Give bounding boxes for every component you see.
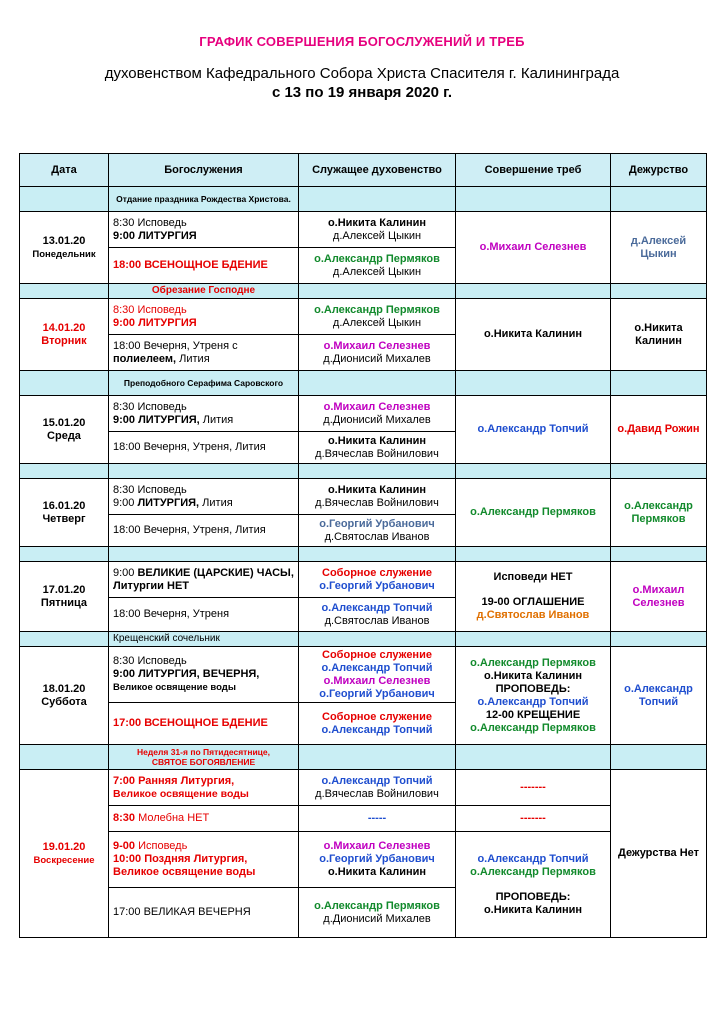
service-line: 8:30 Исповедь bbox=[113, 655, 187, 667]
clergy-name: о.Георгий Урбанович bbox=[319, 579, 435, 592]
rites-line: ПРОПОВЕДЬ: bbox=[495, 890, 571, 903]
service-line: 10:00 Поздняя Литургия, bbox=[113, 853, 248, 865]
date-cell bbox=[20, 396, 109, 464]
clergy-name: о.Никита Калинин bbox=[327, 483, 427, 496]
subtitle-text: духовенством Кафедрального Собора Христа Спасителя г. Калининграда bbox=[104, 65, 620, 82]
duty-cell: о.Александр Топчий bbox=[611, 647, 707, 745]
feast-row bbox=[20, 187, 707, 212]
clergy-name: Соборное служение bbox=[322, 648, 432, 661]
clergy-cell bbox=[299, 479, 456, 515]
duty-cell: о.Никита Калинин bbox=[611, 299, 707, 371]
clergy-cell bbox=[299, 770, 456, 806]
feast-label: Преподобного Серафима Саровского bbox=[109, 371, 299, 396]
feast-row bbox=[20, 464, 707, 479]
rites-line: ПРОПОВЕДЬ: bbox=[495, 682, 571, 695]
service-line: 8:30 Исповедь bbox=[113, 216, 187, 229]
duty-cell: о.Александр Пермяков bbox=[611, 479, 707, 547]
rites-line: д.Святослав Иванов bbox=[476, 609, 590, 621]
clergy-cell bbox=[299, 888, 456, 938]
clergy-name: о.Александр Топчий bbox=[321, 774, 433, 787]
table-row bbox=[20, 396, 707, 432]
service-line: 9-00 bbox=[113, 840, 136, 852]
service-cell bbox=[109, 212, 299, 248]
feast-label: Крещенский сочельник bbox=[109, 632, 299, 647]
service-cell: 18:00 Вечерня, Утреня bbox=[109, 598, 299, 632]
header-rites: Совершение треб bbox=[456, 154, 611, 187]
feast-line: СВЯТОЕ БОГОЯВЛЕНИЕ bbox=[151, 757, 256, 767]
date-cell bbox=[20, 212, 109, 284]
clergy-name: о.Михаил Селезнев bbox=[323, 400, 431, 413]
rites-cell: ------- bbox=[456, 770, 611, 806]
clergy-cell bbox=[299, 832, 456, 888]
service-cell bbox=[109, 647, 299, 703]
rites-line: Исповеди НЕТ bbox=[493, 571, 573, 583]
rites-line: о.Никита Калинин bbox=[483, 669, 583, 682]
date-value: 14.01.20 bbox=[42, 321, 86, 334]
clergy-name: д.Дионисий Михалев bbox=[323, 413, 431, 426]
clergy-cell: ----- bbox=[299, 806, 456, 832]
rites-line: о.Никита Калинин bbox=[483, 903, 583, 916]
weekday: Вторник bbox=[41, 334, 87, 347]
table-row bbox=[20, 212, 707, 248]
header-date: Дата bbox=[20, 154, 109, 187]
feast-row bbox=[20, 547, 707, 562]
service-line: 9:00 ЛИТУРГИЯ, ВЕЧЕРНЯ, bbox=[113, 668, 260, 680]
rites-cell: о.Александр Топчий bbox=[456, 396, 611, 464]
table-row bbox=[20, 562, 707, 598]
date-cell bbox=[20, 770, 109, 938]
clergy-name: Соборное служение bbox=[322, 566, 432, 579]
period-text: с 13 по 19 января 2020 г. bbox=[271, 84, 453, 101]
clergy-cell bbox=[299, 299, 456, 335]
clergy-name: д.Вячеслав Войнилович bbox=[315, 787, 439, 800]
service-cell: 18:00 Вечерня, Утреня, Лития bbox=[109, 432, 299, 464]
service-cell: 18:00 ВСЕНОЩНОЕ БДЕНИЕ bbox=[109, 248, 299, 284]
clergy-name: д.Вячеслав Войнилович bbox=[315, 447, 439, 460]
weekday: Среда bbox=[47, 429, 81, 442]
service-cell bbox=[109, 832, 299, 888]
feast-row bbox=[20, 632, 707, 647]
rites-cell bbox=[456, 647, 611, 745]
service-line: 9:00 bbox=[113, 566, 138, 579]
service-line: Лития bbox=[199, 496, 233, 509]
clergy-cell bbox=[299, 598, 456, 632]
clergy-cell bbox=[299, 248, 456, 284]
weekday: Четверг bbox=[42, 512, 86, 525]
rites-line: о.Александр Пермяков bbox=[470, 656, 596, 669]
service-line: ЛИТУРГИЯ, bbox=[137, 496, 200, 509]
weekday: Воскресение bbox=[33, 854, 95, 866]
rites-cell bbox=[456, 832, 611, 938]
rites-cell: о.Никита Калинин bbox=[456, 299, 611, 371]
service-line: 9:00 ЛИТУРГИЯ, bbox=[113, 413, 200, 426]
duty-cell: д.Алексей Цыкин bbox=[611, 212, 707, 284]
service-line: 8:30 Исповедь bbox=[113, 400, 187, 413]
weekday: Суббота bbox=[41, 695, 87, 708]
clergy-name: д.Святослав Иванов bbox=[324, 530, 430, 543]
clergy-name: о.Александр Пермяков bbox=[314, 252, 440, 265]
table-row bbox=[20, 770, 707, 806]
clergy-name: Соборное служение bbox=[322, 710, 432, 723]
rites-cell bbox=[456, 562, 611, 632]
clergy-cell bbox=[299, 562, 456, 598]
rites-line: о.Александр Пермяков bbox=[470, 721, 596, 734]
clergy-cell bbox=[299, 335, 456, 371]
duty-cell: о.Михаил Селезнев bbox=[611, 562, 707, 632]
service-cell bbox=[109, 299, 299, 335]
date-cell bbox=[20, 299, 109, 371]
clergy-name: о.Георгий Урбанович bbox=[319, 687, 435, 700]
service-cell bbox=[109, 396, 299, 432]
rites-line: 12-00 КРЕЩЕНИЕ bbox=[485, 708, 581, 721]
clergy-name: д.Алексей Цыкин bbox=[332, 316, 422, 329]
feast-row bbox=[20, 371, 707, 396]
service-line: 8:30 bbox=[113, 812, 136, 824]
service-cell bbox=[109, 806, 299, 832]
service-cell bbox=[109, 562, 299, 598]
page-subtitle bbox=[0, 64, 724, 102]
weekday: Понедельник bbox=[32, 248, 96, 260]
service-line: Великое освящение воды bbox=[113, 682, 236, 693]
clergy-cell bbox=[299, 703, 456, 745]
clergy-name: о.Александр Топчий bbox=[321, 661, 433, 674]
header-clergy: Служащее духовенство bbox=[299, 154, 456, 187]
rites-line: о.Александр Топчий bbox=[477, 852, 589, 865]
feast-row bbox=[20, 745, 707, 770]
date-value: 15.01.20 bbox=[42, 416, 86, 429]
feast-line: Неделя 31-я по Пятидесятнице, bbox=[137, 747, 270, 757]
table-row bbox=[20, 832, 707, 888]
table-row bbox=[20, 299, 707, 335]
service-cell bbox=[109, 479, 299, 515]
service-cell: 18:00 Вечерня, Утреня, Лития bbox=[109, 515, 299, 547]
service-line: Молебна НЕТ bbox=[135, 812, 210, 824]
date-value: 17.01.20 bbox=[42, 583, 86, 596]
service-line: 8:30 Исповедь bbox=[113, 303, 187, 316]
clergy-name: о.Михаил Селезнев bbox=[323, 339, 431, 352]
weekday: Пятница bbox=[40, 596, 88, 609]
clergy-name: о.Никита Калинин bbox=[327, 866, 427, 878]
clergy-name: о.Никита Калинин bbox=[327, 216, 427, 229]
duty-cell: Дежурства Нет bbox=[611, 770, 707, 938]
table-row bbox=[20, 647, 707, 703]
feast-row bbox=[20, 284, 707, 299]
clergy-cell bbox=[299, 396, 456, 432]
duty-cell: о.Давид Рожин bbox=[611, 396, 707, 464]
service-line: 8:30 Исповедь bbox=[113, 483, 187, 496]
service-line: 7:00 Ранняя Литургия, bbox=[113, 774, 235, 787]
service-line: 18:00 Вечерня, Утреня с bbox=[113, 339, 238, 352]
service-cell bbox=[109, 335, 299, 371]
date-cell bbox=[20, 479, 109, 547]
clergy-name: о.Александр Топчий bbox=[321, 723, 433, 736]
date-value: 16.01.20 bbox=[42, 499, 86, 512]
table-row bbox=[20, 806, 707, 832]
clergy-cell bbox=[299, 212, 456, 248]
service-line: Лития bbox=[199, 413, 234, 426]
service-line: Исповедь bbox=[135, 840, 188, 852]
service-line: Лития bbox=[176, 352, 210, 365]
service-cell bbox=[109, 770, 299, 806]
header-services: Богослужения bbox=[109, 154, 299, 187]
service-line: 9:00 ЛИТУРГИЯ bbox=[113, 316, 197, 329]
date-cell bbox=[20, 562, 109, 632]
service-line: ВЕЛИКИЕ (ЦАРСКИЕ) ЧАСЫ, Литургии НЕТ bbox=[113, 566, 294, 592]
service-line: Великое освящение воды bbox=[113, 787, 249, 800]
rites-line: о.Александр Пермяков bbox=[470, 865, 596, 878]
date-value: 13.01.20 bbox=[42, 234, 86, 247]
feast-label: Обрезание Господне bbox=[109, 284, 299, 299]
clergy-name: д.Алексей Цыкин bbox=[332, 265, 422, 278]
clergy-name: о.Александр Пермяков bbox=[314, 899, 440, 912]
clergy-cell bbox=[299, 647, 456, 703]
service-line: 9:00 ЛИТУРГИЯ bbox=[113, 229, 197, 242]
clergy-name: о.Александр Пермяков bbox=[314, 303, 440, 316]
service-line: 9:00 bbox=[113, 496, 138, 509]
service-cell: 17:00 ВЕЛИКАЯ ВЕЧЕРНЯ bbox=[109, 888, 299, 938]
service-cell: 17:00 ВСЕНОЩНОЕ БДЕНИЕ bbox=[109, 703, 299, 745]
rites-line: 19-00 ОГЛАШЕНИЕ bbox=[481, 596, 585, 608]
clergy-name: о.Александр Топчий bbox=[321, 601, 433, 614]
clergy-cell bbox=[299, 432, 456, 464]
service-line: полиелеем, bbox=[113, 352, 177, 365]
clergy-name: о.Георгий Урбанович bbox=[319, 853, 435, 865]
clergy-cell bbox=[299, 515, 456, 547]
schedule-table bbox=[19, 153, 707, 938]
date-cell bbox=[20, 647, 109, 745]
rites-cell: о.Александр Пермяков bbox=[456, 479, 611, 547]
header-duty: Дежурство bbox=[611, 154, 707, 187]
table-header-row bbox=[20, 154, 707, 187]
clergy-name: д.Алексей Цыкин bbox=[332, 229, 422, 242]
clergy-name: о.Михаил Селезнев bbox=[323, 840, 431, 852]
clergy-name: д.Вячеслав Войнилович bbox=[315, 496, 439, 509]
clergy-name: д.Дионисий Михалев bbox=[323, 912, 431, 925]
date-value: 19.01.20 bbox=[42, 840, 86, 853]
clergy-name: о.Георгий Урбанович bbox=[319, 517, 435, 530]
rites-line: о.Александр Топчий bbox=[477, 695, 589, 708]
feast-label bbox=[109, 745, 299, 770]
date-value: 18.01.20 bbox=[42, 682, 86, 695]
clergy-name: д.Святослав Иванов bbox=[324, 614, 430, 627]
page-title: ГРАФИК СОВЕРШЕНИЯ БОГОСЛУЖЕНИЙ И ТРЕБ bbox=[199, 34, 525, 49]
clergy-name: о.Никита Калинин bbox=[327, 434, 427, 447]
rites-cell: о.Михаил Селезнев bbox=[456, 212, 611, 284]
service-line: Великое освящение воды bbox=[113, 866, 256, 878]
table-row bbox=[20, 479, 707, 515]
clergy-name: д.Дионисий Михалев bbox=[323, 352, 431, 365]
feast-label: Отдание праздника Рождества Христова. bbox=[109, 187, 299, 212]
clergy-name: о.Михаил Селезнев bbox=[323, 674, 431, 687]
rites-cell: ------- bbox=[456, 806, 611, 832]
